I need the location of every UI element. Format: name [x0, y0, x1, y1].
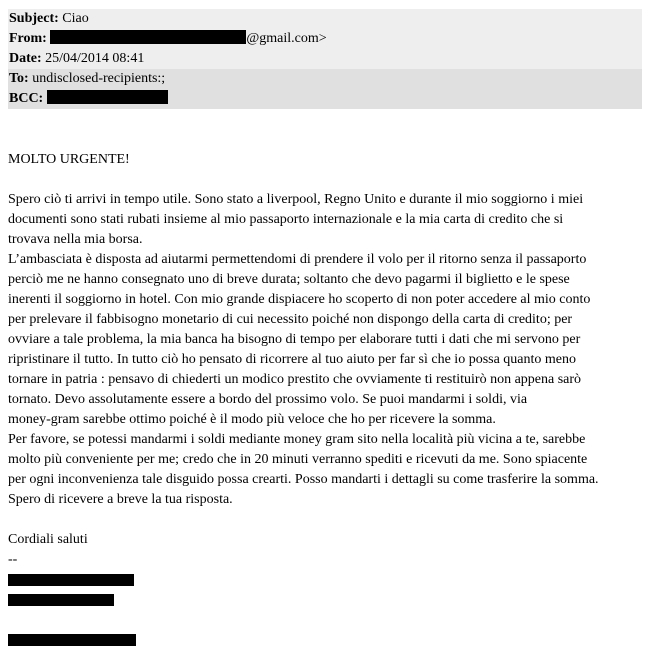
email-header [8, 9, 642, 109]
date-row [8, 49, 642, 69]
body-line: ovviare a tale problema, la mia banca ha bisogno di tempo per elaborare tutti i dati che mi servono per [8, 332, 581, 347]
from-label: From: [9, 31, 47, 46]
body-line: tornato. Devo assolutamente essere a bordo del prossimo volo. Se puoi mandarmi i soldi, via [8, 392, 528, 407]
to-label: To: [9, 71, 29, 86]
body-line: Spero di ricevere a breve la tua risposta. [8, 492, 233, 507]
redacted-bcc [47, 90, 168, 104]
subject-row [8, 9, 642, 29]
redacted-sender-name [50, 30, 246, 44]
bcc-label: BCC: [9, 91, 44, 106]
date-label: Date: [9, 51, 42, 66]
body-line: per ogni inconvenienza tale disguido possa crearti. Posso mandarti i dettagli su come trasferire la somma. [8, 472, 599, 487]
message-paragraph [8, 190, 642, 510]
body-line: L’ambasciata è disposta ad aiutarmi permettendomi di prendere il volo per il ritorno senza il passaporto [8, 252, 587, 267]
body-line: Per favore, se potessi mandarmi i soldi mediante money gram sito nella località più vicina a te, sarebbe [8, 432, 586, 447]
closing-line: Cordiali saluti [8, 532, 88, 547]
urgent-line: MOLTO URGENTE! [8, 152, 130, 167]
body-line: money-gram sarebbe ottimo poiché è il modo più veloce che ho per ricevere la somma. [8, 412, 496, 427]
body-line: molto più conveniente per me; credo che in 20 minuti verranno spediti e ricevuti da me. Sono spiacente [8, 452, 588, 467]
body-line: documenti sono stati rubati insieme al mio passaporto internazionale e la mia carta di credito che si [8, 212, 564, 227]
to-value: undisclosed-recipients:; [32, 71, 166, 86]
body-line: perciò me ne hanno consegnato uno di breve durata; soltanto che devo pagarmi il biglietto e le spese [8, 272, 570, 287]
body-line: per prelevare il fabbisogno monetario di cui necessito poiché non dispongo della carta di credito; per [8, 312, 573, 327]
signature-separator: -- [8, 552, 18, 567]
to-row [8, 69, 642, 89]
email-body [8, 150, 642, 570]
body-line: ripristinare il tutto. In tutto ciò ho pensato di ricorrere al tuo aiuto per far sì che io possa quanto meno [8, 352, 577, 367]
subject-label: Subject: [9, 11, 59, 26]
blank-line [8, 170, 642, 190]
from-row [8, 29, 642, 49]
from-value: @gmail.com> [246, 31, 327, 46]
date-value: 25/04/2014 08:41 [45, 51, 145, 66]
bcc-row [8, 89, 642, 109]
body-line: tornare in patria : pensavo di chiederti un modico prestito che ovviamente ti restituirò non appena sarò [8, 372, 582, 387]
subject-value: Ciao [62, 11, 89, 26]
redacted-signature-line [8, 574, 134, 586]
redacted-signature-line [8, 634, 136, 646]
body-line: Spero ciò ti arrivi in tempo utile. Sono stato a liverpool, Regno Unito e durante il mio soggiorno i miei [8, 192, 584, 207]
body-line: inerenti il soggiorno in hotel. Con mio grande dispiacere ho scoperto di non poter accedere al mio conto [8, 292, 591, 307]
redacted-signature-line [8, 594, 114, 606]
blank-line [8, 510, 642, 530]
body-line: trovava nella mia borsa. [8, 232, 143, 247]
